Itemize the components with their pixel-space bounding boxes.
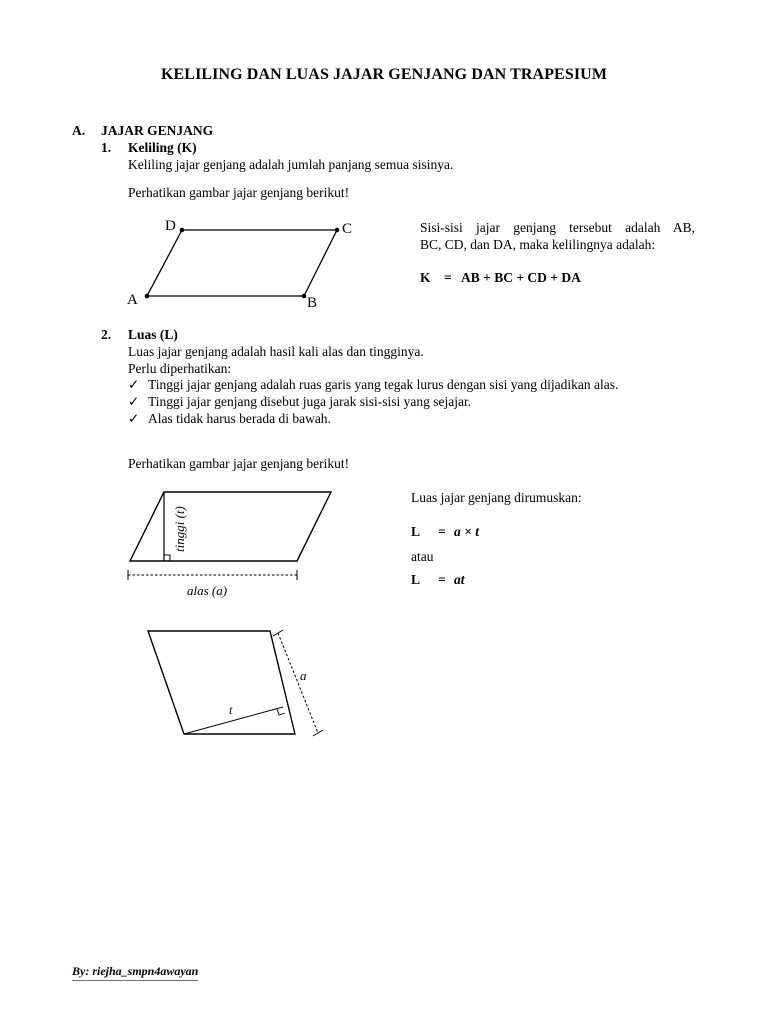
vertex-a-label: A (127, 292, 138, 308)
item1-definition: Keliling jajar genjang adalah jumlah panjang semua sisinya. (128, 157, 454, 172)
area-formula1-equals: = (438, 524, 446, 539)
item2-heading: Luas (L) (128, 327, 178, 342)
area-formula2-equals: = (438, 572, 446, 587)
area-formula-intro: Luas jajar genjang dirumuskan: (411, 490, 582, 505)
area-formula1-lhs: L (411, 524, 421, 539)
perimeter-formula-rhs: AB + BC + CD + DA (461, 270, 581, 285)
item2-definition: Luas jajar genjang adalah hasil kali alas dan tingginya. (128, 344, 424, 359)
item2-number: 2. (101, 327, 112, 342)
checkmark-icon: ✓ (128, 377, 140, 392)
checkmark-icon: ✓ (128, 394, 140, 409)
right-angle-marker (277, 709, 285, 715)
item2-prompt: Perhatikan gambar jajar genjang berikut! (128, 456, 350, 471)
height-label: tinggi (t) (172, 506, 187, 552)
item2-note: Perlu diperhatikan: (128, 361, 232, 376)
bullet-text: Alas tidak harus berada di bawah. (148, 411, 331, 426)
item1-explanation-line1: Sisi-sisi jajar genjang tersebut adalah AB, (420, 220, 695, 235)
page-title: KELILING DAN LUAS JAJAR GENJANG DAN TRAPESIUM (160, 66, 608, 83)
section-letter: A. (72, 123, 86, 138)
height-line (184, 707, 283, 734)
area-formula1-rhs: a × t (454, 524, 479, 539)
or-text: atau (411, 549, 434, 564)
item1-heading: Keliling (K) (128, 140, 197, 155)
area-formula2-lhs: L (411, 572, 421, 587)
height-label: t (229, 703, 233, 717)
area-formula2-rhs: at (454, 572, 465, 587)
item1-explanation-line2: BC, CD, dan DA, maka kelilingnya adalah: (420, 237, 656, 252)
base-label: alas (a) (187, 583, 228, 598)
footer-credit: By: riejha_smpn4awayan (72, 964, 198, 981)
vertex-c-label: C (342, 221, 353, 237)
side-label: a (300, 668, 307, 683)
vertex-d-label: D (165, 218, 176, 234)
bullet-text: Tinggi jajar genjang disebut juga jarak sisi-sisi yang sejajar. (148, 394, 472, 409)
checkmark-icon: ✓ (128, 411, 140, 426)
bullet-text: Tinggi jajar genjang adalah ruas garis yang tegak lurus dengan sisi yang dijadikan alas. (148, 377, 619, 392)
perimeter-formula-equals: = (444, 270, 452, 285)
item1-number: 1. (101, 140, 112, 155)
perimeter-formula-lhs: K (420, 270, 431, 285)
side-dimension-line (278, 633, 318, 733)
vertex-b-label: B (307, 295, 318, 311)
section-heading: JAJAR GENJANG (101, 123, 214, 138)
item1-prompt: Perhatikan gambar jajar genjang berikut! (128, 185, 350, 200)
